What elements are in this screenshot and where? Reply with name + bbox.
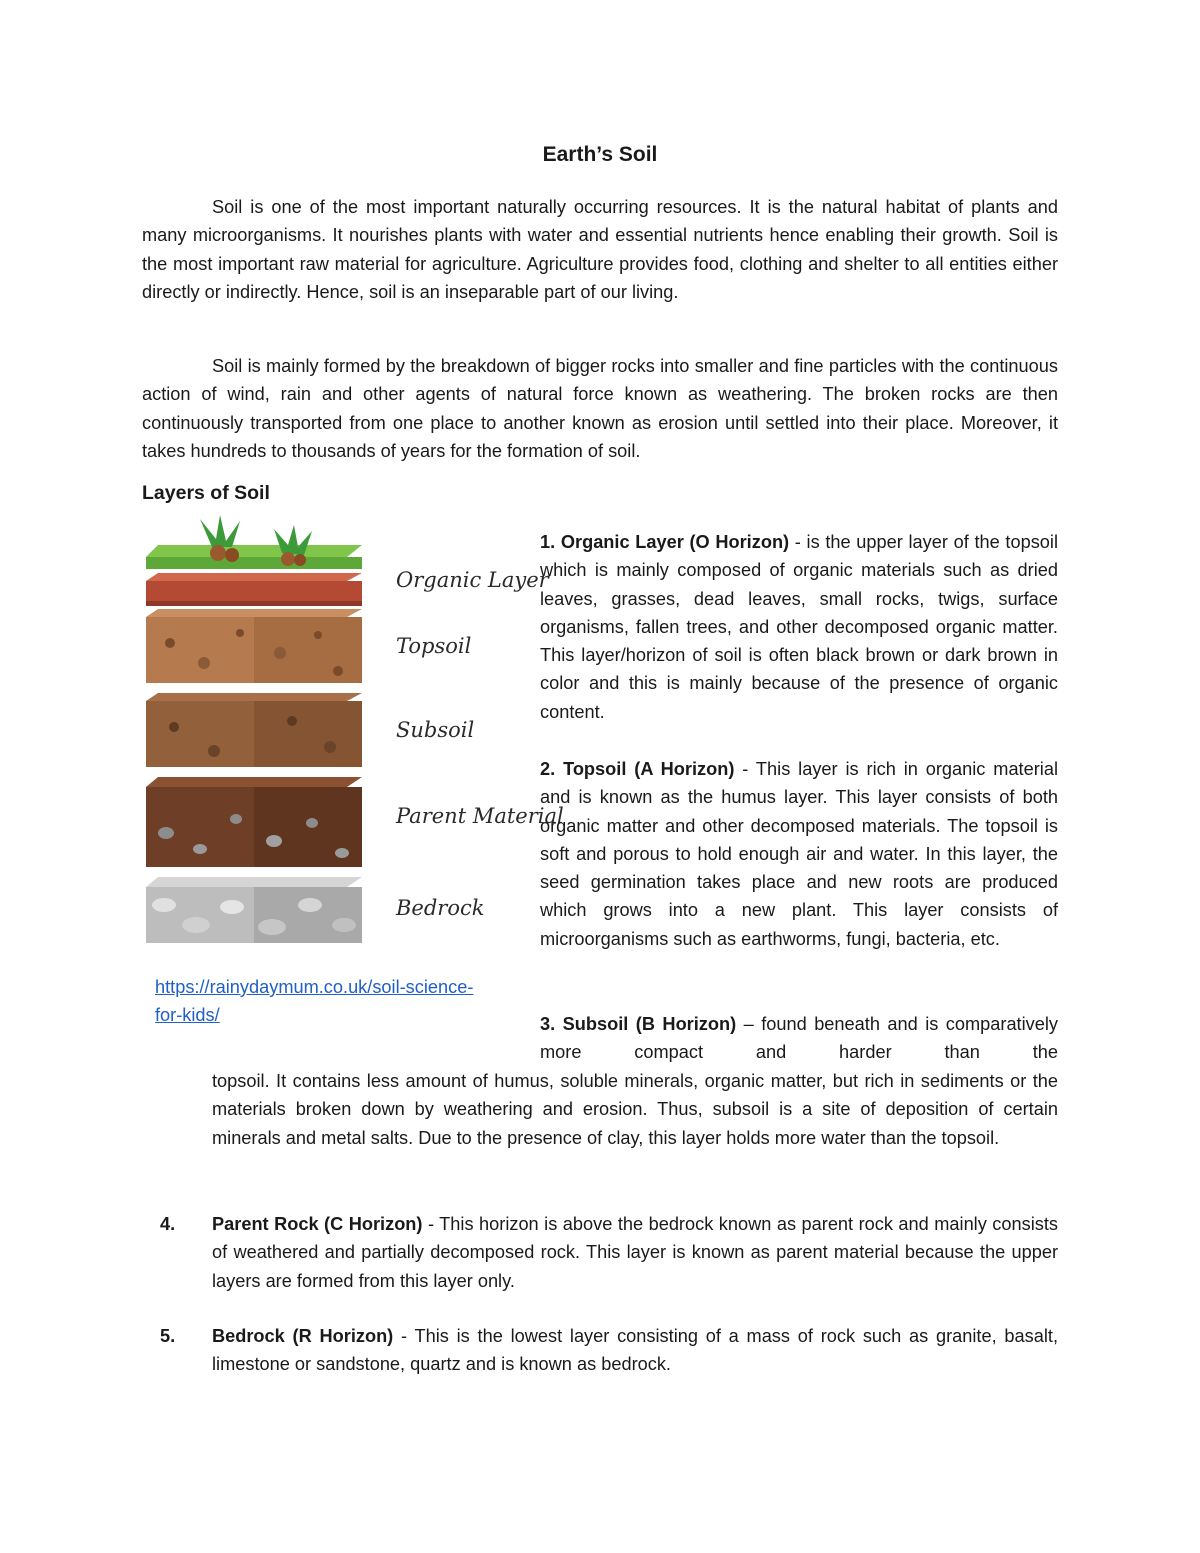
layer-number: 5. bbox=[160, 1326, 176, 1346]
layer-name: Subsoil (B Horizon) bbox=[562, 1014, 737, 1034]
diagram-label-parent-material: Parent Material bbox=[396, 804, 564, 828]
layer-number: 3. bbox=[540, 1014, 556, 1034]
subsoil-continuation: topsoil. It contains less amount of humus, soluble minerals, organic matter, but rich in sediments or the materials broken down by weathering and erosion. Thus, subsoil is a site of deposition of certain minerals and metal salts. Due to the presence of clay, this layer holds more water than the topsoil. bbox=[212, 1071, 1058, 1148]
layer-description: – found beneath and is comparatively more compact and harder than the bbox=[540, 1014, 1058, 1063]
diagram-label-organic-layer: Organic Layer bbox=[396, 568, 549, 592]
layer-description: - This is the lowest layer consisting of a mass of rock such as granite, basalt, limestone or sandstone, quartz and is known as bedrock. bbox=[212, 1326, 1058, 1375]
layer-description: - is the upper layer of the topsoil which is mainly composed of organic materials such as dried leaves, grasses, dead leaves, small rocks, twigs, surface organisms, fallen trees, and other decomposed organic matter. This layer/horizon of soil is often black brown or dark brown in color and this is mainly because of the presence of organic content. bbox=[540, 532, 1058, 722]
page-title: Earth’s Soil bbox=[542, 143, 658, 166]
grass-layer-graphic bbox=[146, 545, 362, 569]
layer-number: 2. bbox=[540, 759, 556, 779]
layer-name: Topsoil (A Horizon) bbox=[563, 759, 735, 779]
diagram-label-bedrock: Bedrock bbox=[396, 896, 485, 920]
bedrock-layer-graphic bbox=[146, 877, 362, 943]
layer-number: 1. bbox=[540, 532, 556, 552]
topsoil-layer-graphic bbox=[146, 609, 362, 683]
layer-item-subsoil bbox=[540, 1010, 1058, 1067]
soil-layers-diagram bbox=[142, 515, 564, 945]
layer-item-organic bbox=[540, 528, 1058, 726]
layer-description: - This horizon is above the bedrock known as parent rock and mainly consists of weathered and partially decomposed rock. This layer is known as parent material because the upper layers are formed from this layer only. bbox=[212, 1214, 1058, 1291]
source-link[interactable]: https://rainydaymum.co.uk/soil-science-for-kids/ bbox=[155, 977, 474, 1026]
layer-item-topsoil bbox=[540, 755, 1058, 953]
layer-text bbox=[212, 1322, 1058, 1379]
layer-name: Organic Layer (O Horizon) bbox=[560, 532, 790, 552]
diagram-label-subsoil: Subsoil bbox=[396, 718, 475, 742]
layer-name: Bedrock (R Horizon) bbox=[212, 1326, 394, 1346]
layer-number: 4. bbox=[160, 1214, 176, 1234]
layer-name: Parent Rock (C Horizon) bbox=[212, 1214, 423, 1234]
organic-layer-graphic bbox=[146, 573, 362, 606]
subsoil-layer-graphic bbox=[146, 693, 362, 767]
layers-heading: Layers of Soil bbox=[142, 482, 270, 504]
intro-paragraph-2: Soil is mainly formed by the breakdown of bigger rocks into smaller and fine particles with the continuous action of wind, rain and other agents of natural force known as weathering. The broken rocks are then continuously transported from one place to another known as erosion until settled into their place. Moreover, it takes hundreds to thousands of years for the formation of soil. bbox=[142, 356, 1058, 461]
parent-material-layer-graphic bbox=[146, 777, 362, 867]
intro-paragraph-1: Soil is one of the most important naturally occurring resources. It is the natural habitat of plants and many microorganisms. It nourishes plants with water and essential nutrients hence enabling their growth. Soil is the most important raw material for agriculture. Agriculture provides food, clothing and shelter to all entities either directly or indirectly. Hence, soil is an inseparable part of our living. bbox=[142, 197, 1058, 302]
diagram-label-topsoil: Topsoil bbox=[396, 634, 472, 658]
layer-description: - This layer is rich in organic material and is known as the humus layer. This layer consists of both organic matter and other decomposed materials. The topsoil is soft and porous to hold enough air and water. In this layer, the seed germination takes place and new roots are produced which grows into a new plant. This layer consists of microorganisms such as earthworms, fungi, bacteria, etc. bbox=[540, 759, 1058, 949]
layer-text bbox=[212, 1210, 1058, 1295]
